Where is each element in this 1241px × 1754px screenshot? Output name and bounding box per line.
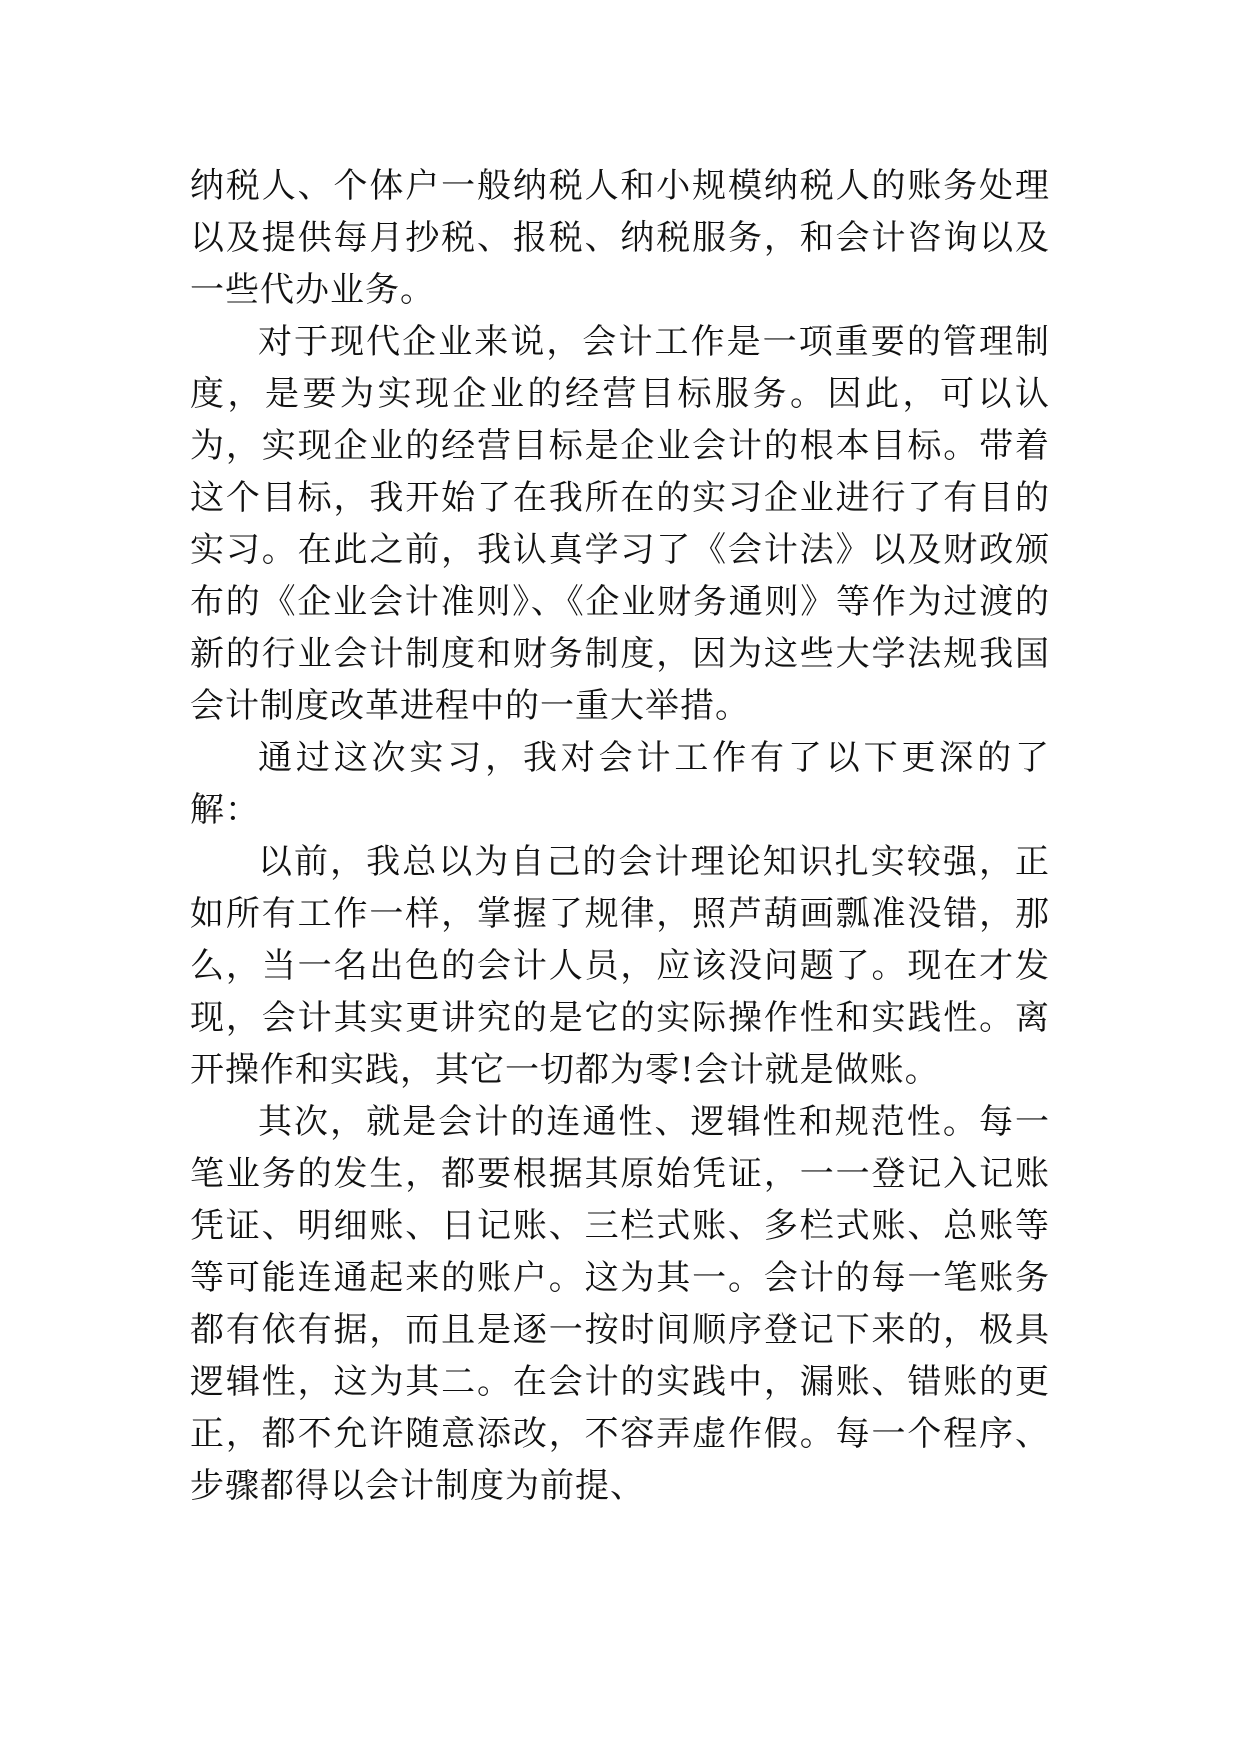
paragraph-2: 对于现代企业来说，会计工作是一项重要的管理制度，是要为实现企业的经营目标服务。因此，可以认为，实现企业的经营目标是企业会计的根本目标。带着这个目标，我开始了在我所在的实习企业进行了有目的实习。在此之前，我认真学习了《会计法》以及财政颁布的《企业会计准则》、《企业财务通则》等作为过渡的新的行业会计制度和财务制度，因为这些大学法规我国会计制度改革进程中的一重大举措。 [190, 322, 1050, 726]
paragraph-4: 以前，我总以为自己的会计理论知识扎实较强，正如所有工作一样，掌握了规律，照芦葫画瓢准没错，那么，当一名出色的会计人员，应该没问题了。现在才发现，会计其实更讲究的是它的实际操作性和实践性。离开操作和实践，其它一切都为零!会计就是做账。 [190, 842, 1050, 1090]
paragraph-1: 纳税人、个体户一般纳税人和小规模纳税人的账务处理以及提供每月抄税、报税、纳税服务，和会计咨询以及一些代办业务。 [190, 166, 1050, 310]
paragraph-5: 其次，就是会计的连通性、逻辑性和规范性。每一笔业务的发生，都要根据其原始凭证，一一登记入记账凭证、明细账、日记账、三栏式账、多栏式账、总账等等可能连通起来的账户。这为其一。会计的每一笔账务都有依有据，而且是逐一按时间顺序登记下来的，极具逻辑性，这为其二。在会计的实践中，漏账、错账的更正，都不允许随意添改，不容弄虚作假。每一个程序、步骤都得以会计制度为前提、 [190, 1102, 1050, 1506]
paragraph-3: 通过这次实习，我对会计工作有了以下更深的了解： [190, 738, 1050, 830]
document-body [190, 160, 1050, 1512]
